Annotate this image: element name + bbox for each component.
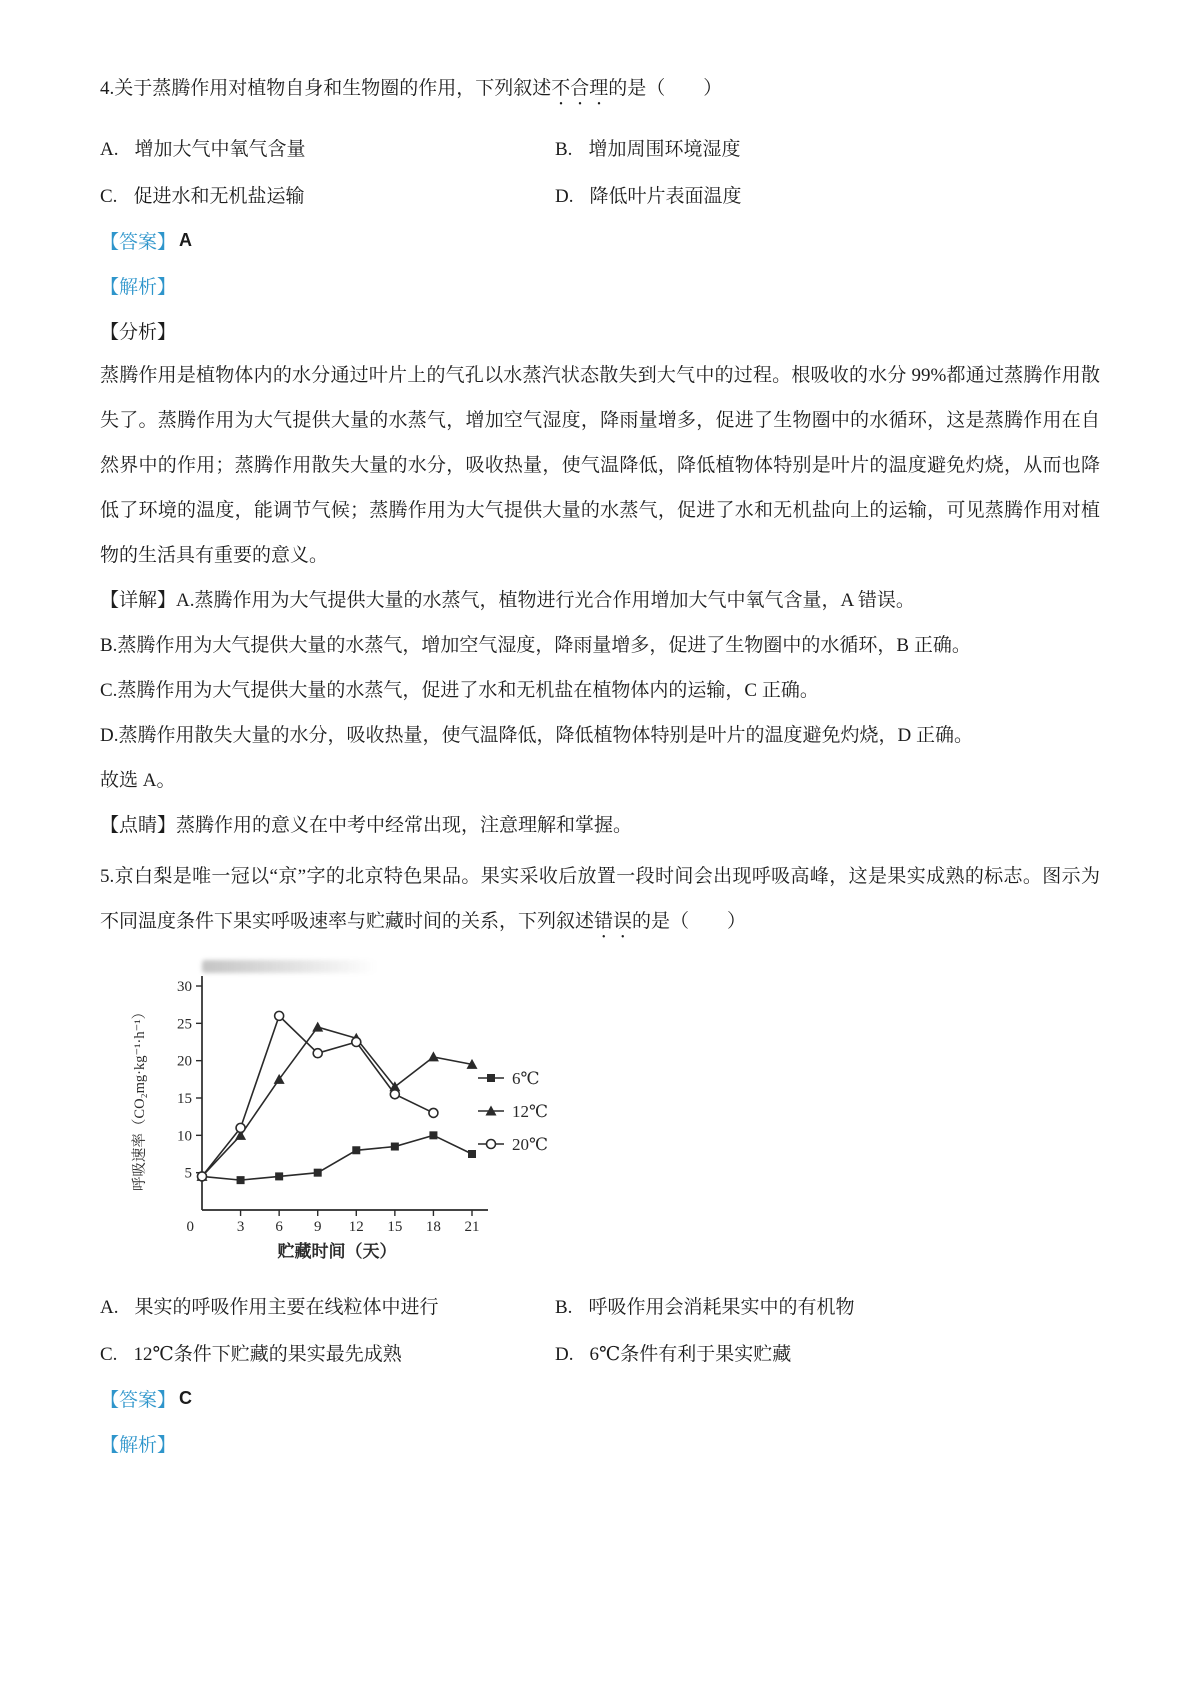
- answer-tag: 【答案】: [100, 1390, 177, 1411]
- option-a: [100, 1292, 555, 1319]
- question-4-options-row-1: [100, 124, 1100, 171]
- option-b: [555, 1292, 854, 1319]
- option-d-text: 降低叶片表面温度: [589, 186, 742, 207]
- svg-text:15: 15: [177, 1091, 192, 1107]
- svg-text:30: 30: [177, 979, 192, 995]
- option-a-label: A.: [100, 1297, 119, 1318]
- scan-smudge: [202, 960, 377, 973]
- detail-line: 故选 A。: [100, 770, 176, 791]
- answer-value: C: [179, 1388, 193, 1408]
- question-5-options-row-2: [100, 1329, 1100, 1376]
- option-a-label: A.: [100, 139, 119, 160]
- option-c-text: 12℃条件下贮藏的果实最先成熟: [133, 1344, 402, 1365]
- option-b-label: B.: [555, 139, 573, 160]
- question-5-stem-pre: 5.京白梨是唯一冠以“京”字的北京特色果品。果实采收后放置一段时间会出现呼吸高峰，这是果实成熟的标志。图示为不同温度条件下果实呼吸速率与贮藏时间的关系，下列叙述: [100, 866, 1100, 932]
- detail-line: D.蒸腾作用散失大量的水分，吸收热量，使气温降低，降低植物体特别是叶片的温度避免灼烧，D 正确。: [100, 725, 973, 746]
- respiration-chart-svg: [120, 960, 620, 1276]
- detail-line: 【点睛】蒸腾作用的意义在中考中经常出现，注意理解和掌握。: [100, 815, 633, 836]
- option-d-label: D.: [555, 1344, 574, 1365]
- analysis-paragraph: 蒸腾作用是植物体内的水分通过叶片上的气孔以水蒸汽状态散失到大气中的过程。根吸收的水分 99%都通过蒸腾作用散失了。蒸腾作用为大气提供大量的水蒸气，增加空气湿度，降雨量增多，促进了生物圈中的水循环，这是蒸腾作用在自然界中的作用；蒸腾作用散失大量的水分，吸收热量，使气温降低，降低植物体特别是叶片的温度避免灼烧，从而也降低了环境的温度，能调节气候；蒸腾作用为大气提供大量的水蒸气，促进了水和无机盐向上的运输，可见蒸腾作用对植物的生活具有重要的意义。: [100, 365, 1100, 566]
- svg-text:21: 21: [464, 1219, 480, 1235]
- option-a: [100, 134, 555, 161]
- detail-line: 【详解】A.蒸腾作用为大气提供大量的水蒸气，植物进行光合作用增加大气中氧气含量，A 错误。: [100, 590, 915, 611]
- answer-tag: 【答案】: [100, 232, 177, 253]
- option-c-label: C.: [100, 186, 118, 207]
- option-d: [555, 1339, 791, 1366]
- option-d-label: D.: [555, 186, 574, 207]
- svg-text:18: 18: [425, 1219, 441, 1235]
- option-b-label: B.: [555, 1297, 573, 1318]
- option-b: [555, 134, 740, 161]
- question-5-options-row-1: [100, 1282, 1100, 1329]
- question-4-options-row-2: [100, 171, 1100, 218]
- question-4-jiexi-line: [100, 263, 1100, 308]
- svg-text:贮藏时间（天）: 贮藏时间（天）: [277, 1242, 397, 1261]
- svg-text:15: 15: [387, 1219, 403, 1235]
- option-d-text: 6℃条件有利于果实贮藏: [589, 1344, 792, 1365]
- detail-line: B.蒸腾作用为大气提供大量的水蒸气，增加空气湿度，降雨量增多，促进了生物圈中的水循环，B 正确。: [100, 635, 971, 656]
- jiexi-tag: 【解析】: [100, 1435, 177, 1456]
- question-4-stem-emphasis: 不合理: [551, 78, 609, 99]
- svg-text:20℃: 20℃: [512, 1135, 549, 1154]
- fenxi-tag: 【分析】: [100, 322, 177, 343]
- question-4-fenxi-line: [100, 308, 1100, 353]
- question-4-detail: [100, 578, 1100, 848]
- svg-text:呼吸速率（CO₂mg·kg⁻¹·h⁻¹）: 呼吸速率（CO₂mg·kg⁻¹·h⁻¹）: [132, 1004, 148, 1192]
- question-4: [100, 72, 1100, 848]
- option-a-text: 增加大气中氧气含量: [134, 139, 306, 160]
- svg-text:3: 3: [236, 1219, 245, 1235]
- svg-text:9: 9: [313, 1219, 322, 1235]
- respiration-chart: [120, 960, 620, 1276]
- question-5-stem-emphasis: 错误: [594, 911, 633, 932]
- svg-text:5: 5: [184, 1165, 192, 1182]
- question-5-stem: [100, 854, 1100, 944]
- question-4-stem-post: 的是（ ）: [608, 78, 723, 99]
- svg-text:0: 0: [186, 1219, 194, 1235]
- svg-text:6: 6: [275, 1219, 283, 1235]
- question-4-options: [100, 124, 1100, 218]
- option-c: [100, 1339, 555, 1366]
- option-c: [100, 181, 555, 208]
- jiexi-tag: 【解析】: [100, 277, 177, 298]
- svg-text:20: 20: [177, 1053, 192, 1070]
- option-a-text: 果实的呼吸作用主要在线粒体中进行: [134, 1297, 439, 1318]
- svg-text:12: 12: [348, 1219, 364, 1235]
- question-5-jiexi-line: [100, 1421, 1100, 1466]
- detail-line: C.蒸腾作用为大气提供大量的水蒸气，促进了水和无机盐在植物体内的运输，C 正确。: [100, 680, 819, 701]
- question-5-answer-line: [100, 1376, 1100, 1421]
- svg-text:6℃: 6℃: [512, 1069, 540, 1088]
- svg-text:10: 10: [177, 1128, 192, 1145]
- answer-value: A: [179, 230, 193, 250]
- option-c-label: C.: [100, 1344, 118, 1365]
- question-5-stem-post: 的是（ ）: [632, 911, 747, 932]
- question-4-stem: [100, 72, 1100, 110]
- question-5-options: [100, 1282, 1100, 1376]
- question-4-answer-line: [100, 218, 1100, 263]
- svg-text:25: 25: [177, 1016, 192, 1033]
- question-4-stem-pre: 4.关于蒸腾作用对植物自身和生物圈的作用，下列叙述: [100, 78, 552, 99]
- svg-text:12℃: 12℃: [512, 1102, 549, 1121]
- option-c-text: 促进水和无机盐运输: [133, 186, 305, 207]
- option-d: [555, 181, 742, 208]
- option-b-text: 增加周围环境湿度: [588, 139, 741, 160]
- option-b-text: 呼吸作用会消耗果实中的有机物: [588, 1297, 855, 1318]
- question-5: [100, 854, 1100, 1466]
